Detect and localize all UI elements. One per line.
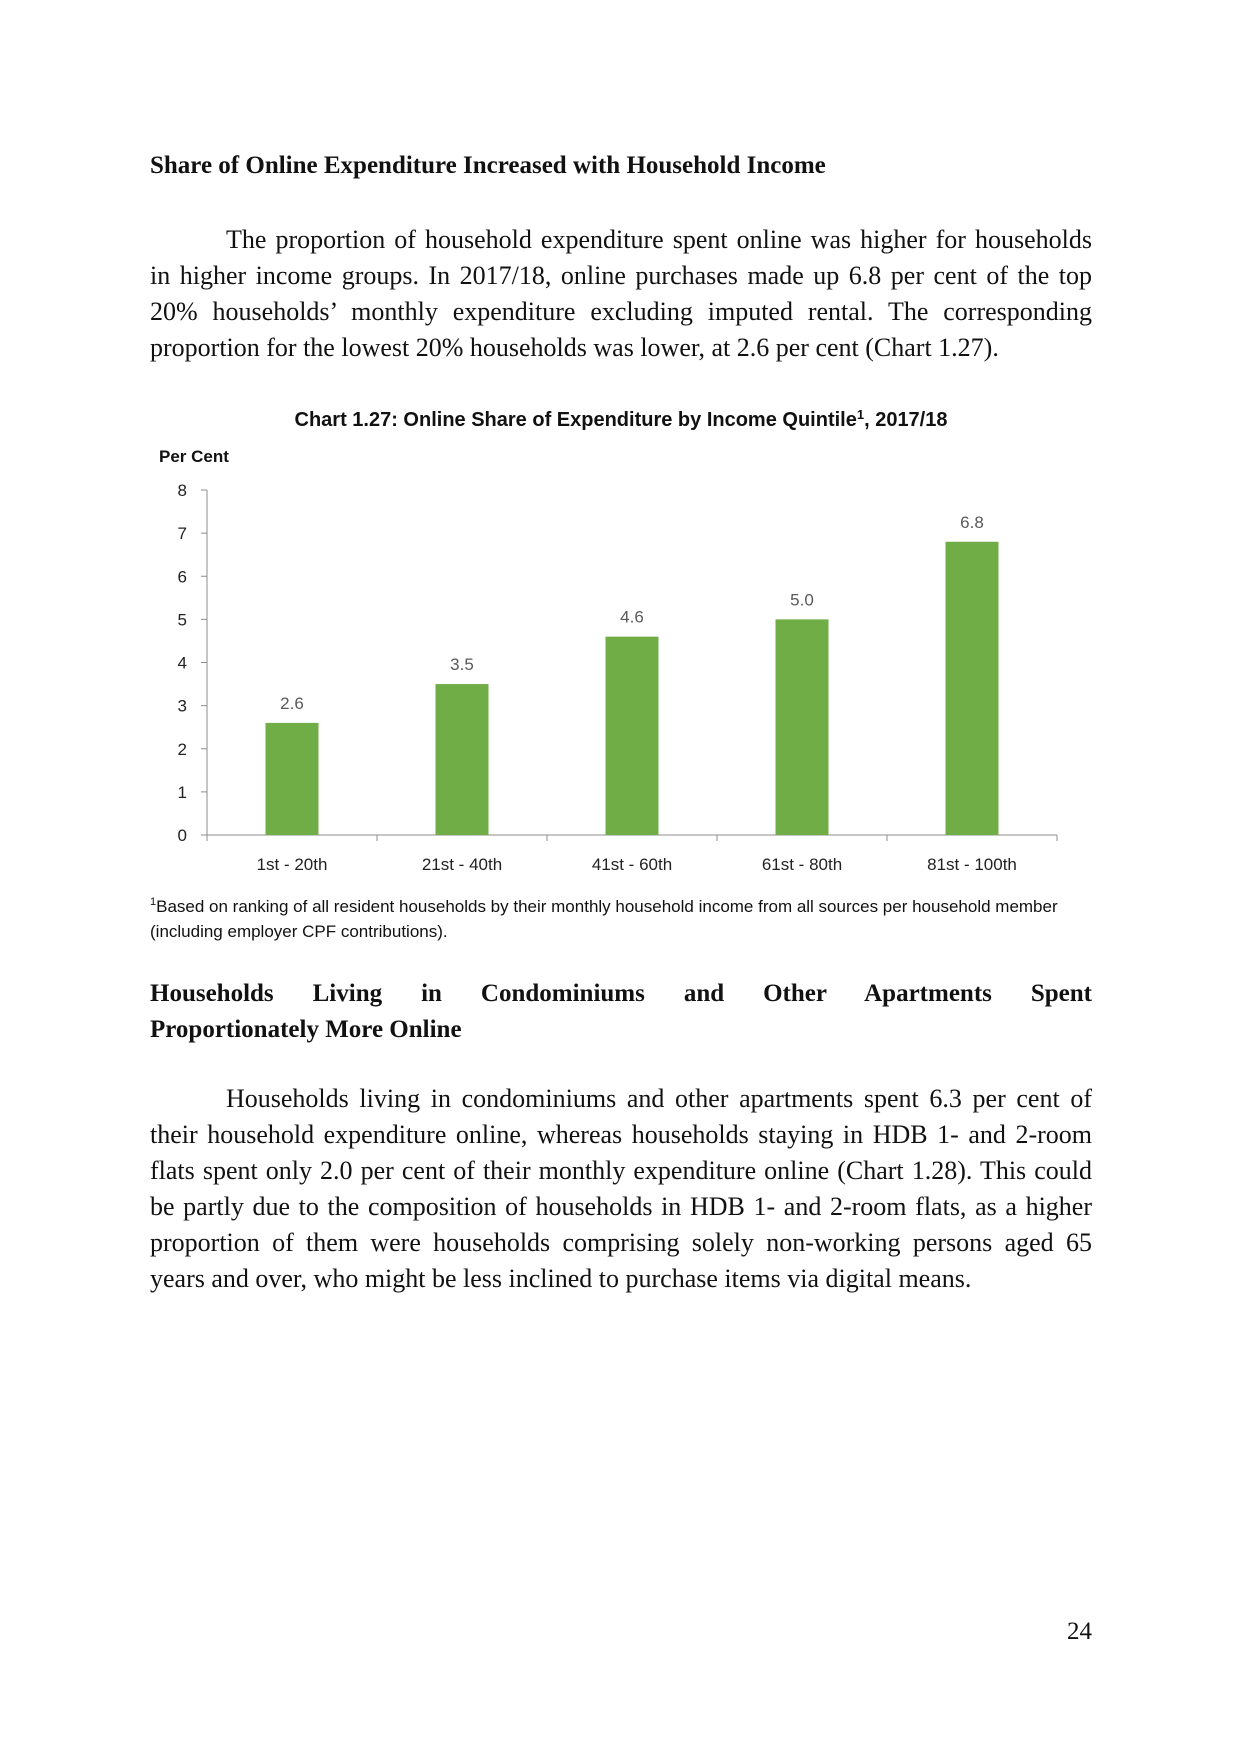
bar-chart (150, 470, 1092, 870)
paragraph-online-share (150, 222, 1092, 366)
y-axis-tick-label: 3 (177, 696, 187, 716)
bar (266, 723, 319, 835)
section-heading-condominiums-line2: Proportionately More Online (150, 1016, 462, 1043)
bar-data-label: 2.6 (280, 693, 304, 713)
y-axis-tick-label: 1 (177, 782, 187, 802)
y-axis-tick-label: 2 (177, 739, 187, 759)
y-axis-tick-label: 5 (177, 610, 187, 630)
footnote-text: Based on ranking of all resident households by their monthly household income from all sources per household member (including employer CPF contributions). (150, 897, 1058, 941)
page-number: 24 (1067, 1618, 1092, 1645)
x-axis-category-label: 21st - 40th (421, 855, 503, 870)
bar (776, 619, 829, 835)
chart-title (150, 402, 1092, 433)
section-heading-online-share: Share of Online Expenditure Increased with Household Income (150, 152, 826, 179)
y-axis-tick-label: 0 (177, 826, 187, 845)
chart-title-tail: , 2017/18 (864, 409, 948, 431)
y-axis-tick-label: 7 (177, 524, 187, 544)
footnote-marker: 1 (150, 896, 157, 908)
bar-data-label: 4.6 (620, 607, 644, 627)
x-axis-category-label: 41st - 60th (591, 855, 673, 870)
bar-data-label: 6.8 (960, 512, 984, 532)
x-axis-category-label: 1st - 20th (256, 855, 328, 870)
chart-title-main: Chart 1.27: Online Share of Expenditure by Income Quintile (294, 409, 857, 431)
chart-title-footnote-marker: 1 (856, 407, 865, 422)
y-axis-tick-label: 8 (177, 481, 187, 500)
paragraph-condominiums (150, 1081, 1092, 1297)
y-axis-tick-label: 6 (177, 567, 187, 587)
y-axis-unit-label: Per Cent (159, 447, 229, 466)
bar (946, 542, 999, 835)
chart-footnote (150, 890, 1092, 944)
bar (606, 637, 659, 835)
paragraph-text: The proportion of household expenditure spent online was higher for households in higher income groups. In 2017/18, online purchases made up 6.8 per cent of the top 20% households’ monthly expenditure excluding imputed rental. The corresponding proportion for the lowest 20% households was lower, at 2.6 per cent (Chart 1.27). (150, 225, 1092, 362)
x-axis-category-label: 81st - 100th (927, 855, 1017, 870)
y-axis-tick-label: 4 (177, 653, 187, 673)
paragraph-text: Households living in condominiums and other apartments spent 6.3 per cent of their household expenditure online, whereas households staying in HDB 1- and 2-room flats spent only 2.0 per cent of their monthly expenditure online (Chart 1.28). This could be partly due to the composition of households in HDB 1- and 2-room flats, as a higher proportion of them were households comprising solely non-working persons aged 65 years and over, who might be less inclined to purchase items via digital means. (150, 1084, 1092, 1293)
bar-data-label: 3.5 (450, 655, 474, 675)
section-heading-condominiums-line1: Households Living in Condominiums and Other Apartments Spent (150, 980, 1092, 1007)
bar (436, 684, 489, 835)
x-axis-category-label: 61st - 80th (761, 855, 843, 870)
bar-data-label: 5.0 (790, 590, 814, 610)
